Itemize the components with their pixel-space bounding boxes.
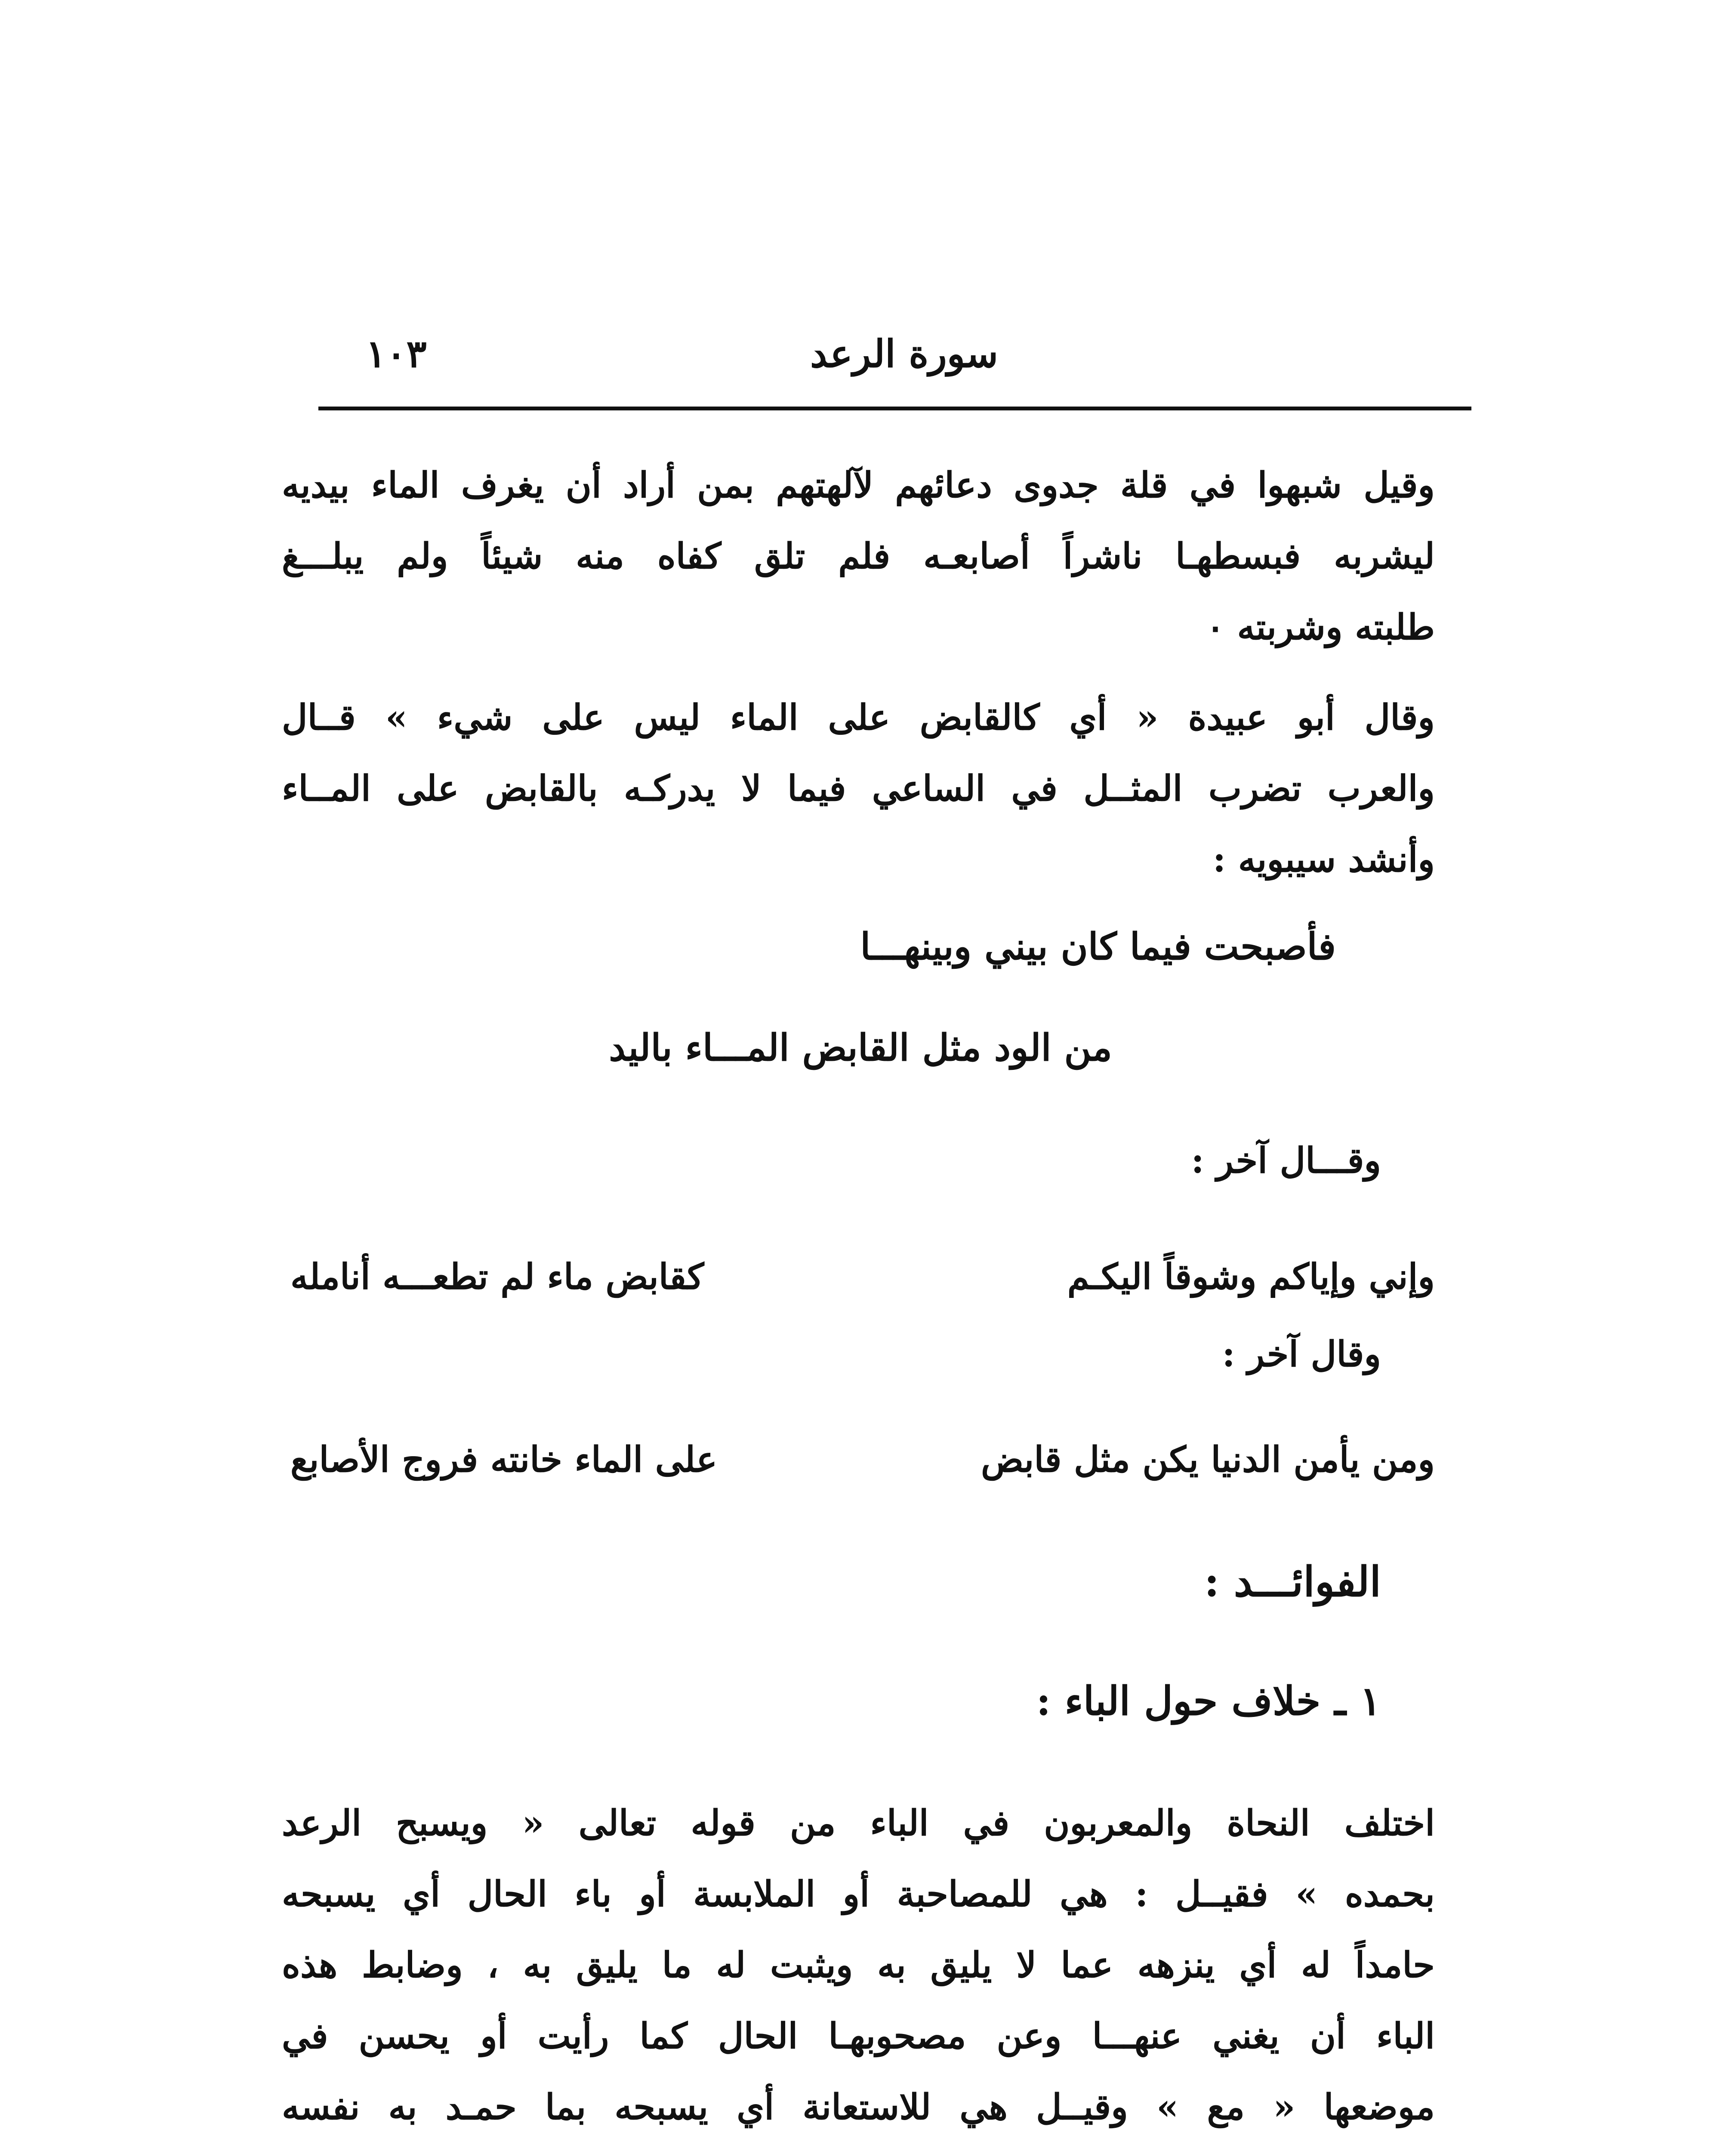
verse-hemistich: وإني وإياكم وشوقاً اليكـم — [1067, 1256, 1435, 1297]
paragraph-line: بحمده » فقيــل : هي للمصاحبة أو الملابسة أو باء الحال أي يسبحه — [282, 1874, 1435, 1915]
paragraph-line: الباء أن يغني عنهـــا وعن مصحوبهـا الحال كما رأيت أو يحسن في — [282, 2015, 1435, 2057]
paragraph-line: اختلف النحاة والمعربون في الباء من قوله تعالى « ويسبح الرعد — [282, 1803, 1435, 1844]
verse-hemistich: كقابض ماء لم تطعـــه أنامله — [290, 1256, 704, 1297]
paragraph-line: حامداً له أي ينزهه عما لا يليق به ويثبت له ما يليق به ، وضابط هذه — [282, 1945, 1435, 1986]
page-number: ١٠٣ — [366, 331, 427, 376]
paragraph-line: ليشربه فبسطهـا ناشراً أصابعـه فلم تلق كفاه منه شيئاً ولم يبلـــغ — [282, 536, 1435, 577]
paragraph-line: موضعها « مع » وقيــل هي للاستعانة أي يسبحه بما حمـد به نفسه — [282, 2086, 1435, 2128]
subsection-heading: ١ ـ خلاف حول الباء : — [1036, 1678, 1381, 1724]
paragraph-line: وأنشد سيبويه : — [1212, 839, 1435, 880]
poem-intro: وقـــال آخر : — [1191, 1140, 1381, 1181]
paragraph-line: طلبته وشربته ٠ — [1206, 607, 1435, 648]
verse-line: فأصبحت فيما كان بيني وبينهـــا — [860, 925, 1336, 968]
running-title: سورة الرعد — [810, 331, 998, 376]
verse-line: من الود مثل القابض المـــاء باليد — [609, 1026, 1112, 1069]
verse-hemistich: ومن يأمن الدنيا يكن مثل قابض — [981, 1439, 1435, 1480]
page-header — [318, 331, 1471, 387]
paragraph-line: وقال أبو عبيدة « أي كالقابض على الماء ليس على شيء » قــال — [282, 697, 1435, 738]
poem-intro: وقال آخر : — [1222, 1334, 1381, 1375]
section-heading: الفوائـــد : — [1204, 1557, 1381, 1606]
verse-hemistich: على الماء خانته فروج الأصابع — [290, 1439, 718, 1480]
paragraph-line: والعرب تضرب المثــل في الساعي فيما لا يدركـه بالقابض على المــاء — [282, 768, 1435, 809]
paragraph-line: وقيل شبهوا في قلة جدوى دعائهم لآلهتهم بمن أراد أن يغرف الماء بيديه — [282, 465, 1435, 506]
header-rule — [318, 407, 1471, 410]
